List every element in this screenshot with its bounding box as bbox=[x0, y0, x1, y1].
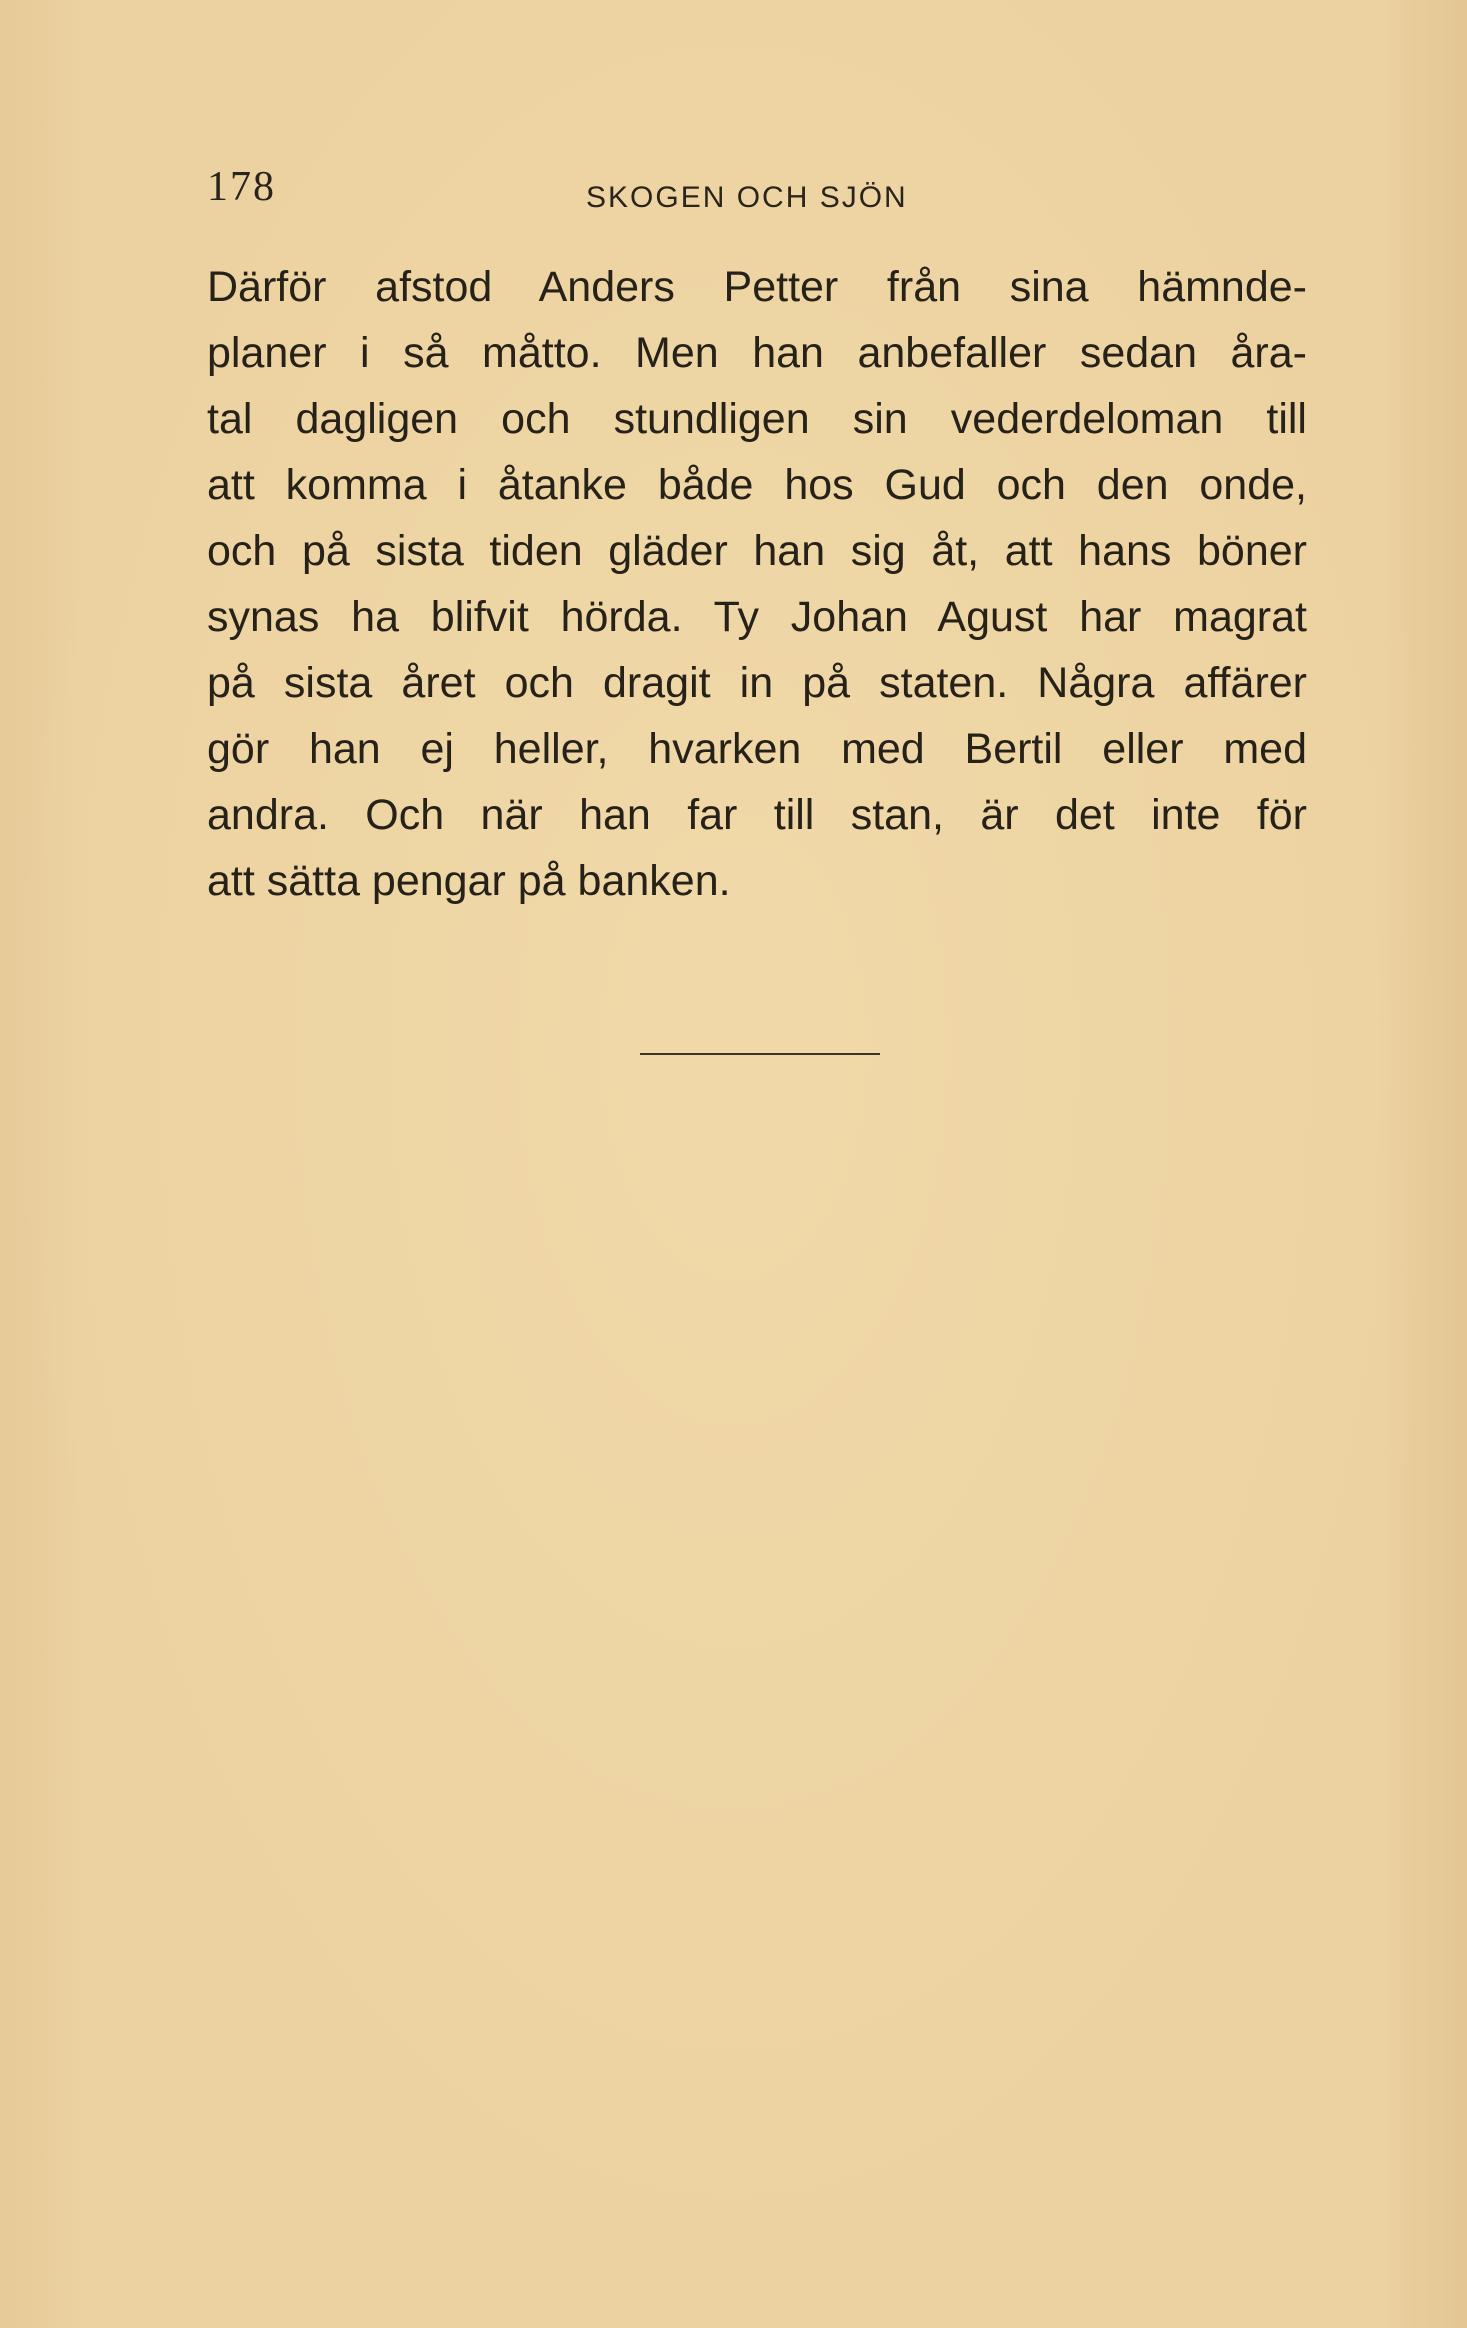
text-line-1: Därför afstod Anders Petter från sina hämnde- bbox=[207, 263, 1307, 311]
page-number: 178 bbox=[207, 164, 276, 210]
text-line-6: synas ha blifvit hörda. Ty Johan Agust har magrat bbox=[207, 593, 1307, 641]
section-end-rule bbox=[640, 1053, 880, 1055]
body-paragraph bbox=[207, 254, 1307, 914]
text-line-7: på sista året och dragit in på staten. Några affärer bbox=[207, 659, 1307, 707]
text-line-3: tal dagligen och stundligen sin vederdeloman till bbox=[207, 395, 1307, 443]
text-line-9: andra. Och när han far till stan, är det inte för bbox=[207, 791, 1307, 839]
text-line-2: planer i så måtto. Men han anbefaller sedan åra- bbox=[207, 329, 1307, 377]
text-line-8: gör han ej heller, hvarken med Bertil eller med bbox=[207, 725, 1307, 773]
text-line-4: att komma i åtanke både hos Gud och den onde, bbox=[207, 461, 1307, 509]
running-head: SKOGEN OCH SJÖN bbox=[586, 181, 908, 214]
text-line-5: och på sista tiden gläder han sig åt, att hans böner bbox=[207, 527, 1307, 575]
text-line-10: att sätta pengar på banken. bbox=[207, 857, 731, 905]
